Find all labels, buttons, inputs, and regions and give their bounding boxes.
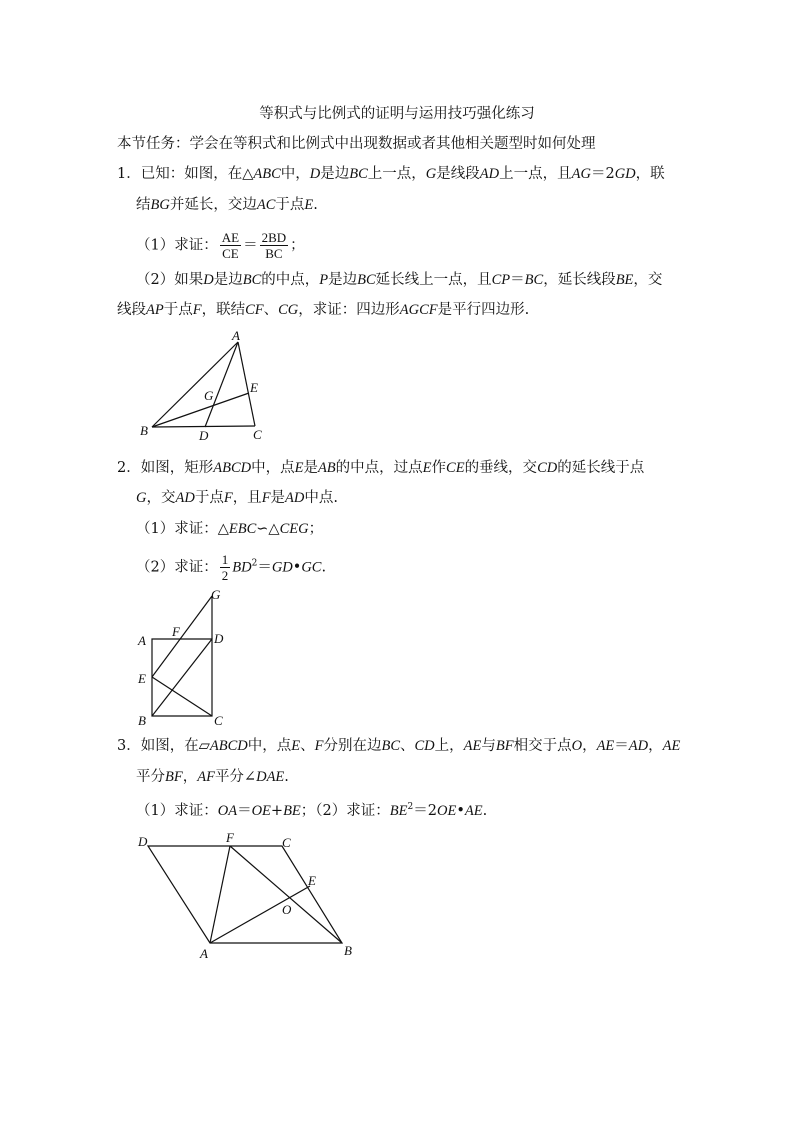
text: ＝ (243, 237, 258, 254)
text: ＝ (237, 803, 252, 819)
label-G: G (211, 587, 221, 602)
text: 中， (280, 166, 310, 182)
label-E: E (138, 671, 146, 686)
math: F (314, 738, 324, 754)
math: ABCD (213, 460, 252, 476)
text: ，联结 (201, 302, 246, 318)
math: AD (175, 490, 195, 506)
label-F: F (226, 830, 234, 845)
section-task: 本节任务：学会在等积式和比例式中出现数据或者其他相关题型时如何处理 (117, 136, 596, 152)
problem-number: 1． (117, 166, 141, 182)
segment-BD (152, 639, 212, 716)
math: AP (146, 302, 164, 318)
math: CEG (279, 521, 309, 537)
text: 已知：如图，在△ (140, 166, 254, 182)
text: 的中点， (261, 272, 320, 288)
text: . (482, 803, 488, 819)
label-O: O (282, 902, 292, 917)
segment-FB (230, 846, 342, 943)
label-B: B (344, 943, 352, 958)
math: BG (150, 197, 170, 213)
segment-EC (152, 677, 212, 716)
math: OA (217, 803, 238, 819)
math: AE (596, 738, 615, 754)
math: BE (615, 272, 634, 288)
parallelogram-DCBA (148, 846, 342, 943)
superscript: 2 (407, 802, 414, 812)
text: 、 (400, 738, 415, 754)
math: E (294, 460, 304, 476)
figure-3-parallelogram (130, 828, 370, 968)
problem-3-line-2 (136, 767, 289, 787)
segment-BC (152, 426, 255, 427)
math: BE (283, 803, 301, 819)
math: CP (491, 272, 511, 288)
math: AB (317, 460, 336, 476)
label-D: D (199, 428, 209, 443)
problem-2-part-1 (136, 519, 323, 539)
text: 是线段 (436, 166, 480, 182)
math: E (304, 197, 314, 213)
numerator: 2BD (261, 230, 287, 245)
math: BC (242, 272, 262, 288)
text: 结 (136, 197, 151, 213)
text: + (270, 803, 284, 819)
math: AE (463, 738, 482, 754)
text: ＝ (510, 272, 525, 288)
math: BC (349, 166, 368, 182)
problem-3-parts (136, 801, 487, 821)
math: EBC (228, 521, 257, 537)
math: AF (197, 769, 215, 785)
text: 平分∠ (214, 769, 257, 785)
label-B: B (138, 713, 146, 728)
problem-1-part-2-line-2 (117, 300, 529, 320)
text: ＝2 (413, 803, 437, 819)
text: 与 (481, 738, 496, 754)
text: 延长线上一点，且 (375, 272, 492, 288)
label-C: C (253, 427, 262, 442)
math: ABC (253, 166, 281, 182)
text: 是 (270, 490, 286, 506)
problem-2-line-1 (117, 458, 644, 478)
segment-BE (152, 393, 249, 427)
text: ，求证：四边形 (298, 302, 400, 318)
text: 是边 (213, 272, 243, 288)
text: （1）求证： (136, 237, 218, 254)
segment-AE (210, 886, 310, 943)
label-B: B (140, 423, 148, 438)
math: DAE (256, 769, 285, 785)
text: ，交 (633, 272, 663, 288)
numerator: 1 (221, 552, 229, 567)
math: G (136, 490, 147, 506)
problem-number: 2． (117, 460, 141, 476)
denominator: CE (222, 246, 239, 261)
math: CD (537, 460, 558, 476)
problem-3-line-1 (117, 736, 680, 756)
math: P (319, 272, 329, 288)
text: ； (290, 237, 305, 254)
figure-2-rectangle (130, 585, 240, 730)
denominator: BC (265, 246, 283, 261)
text: （2）求证： (136, 559, 218, 576)
text: （2）如果 (136, 272, 204, 288)
math: GC (301, 559, 322, 576)
math: BE (389, 803, 408, 819)
math: D (203, 272, 214, 288)
text: . (321, 559, 327, 576)
text: 中，点 (251, 460, 295, 476)
text: ， (182, 769, 198, 785)
math: AE (662, 738, 681, 754)
text: 相交于点 (513, 738, 572, 754)
text: 中，点 (247, 738, 292, 754)
text: . (284, 769, 289, 785)
text: ； (308, 521, 324, 537)
text: 、 (300, 738, 315, 754)
text: 是边 (320, 166, 350, 182)
text: 上一点，且 (499, 166, 572, 182)
text: 如图，矩形 (140, 460, 214, 476)
segment-GE (152, 596, 212, 677)
text: 上， (434, 738, 464, 754)
text: 平分 (136, 769, 165, 785)
text: ＝ (614, 738, 629, 754)
fraction (220, 230, 241, 261)
text: 作 (431, 460, 447, 476)
figure-1-triangle (130, 325, 280, 450)
problem-1-line-2 (136, 195, 318, 215)
math: CF (245, 302, 264, 318)
segment-AD (205, 342, 238, 427)
text: 、 (263, 302, 279, 318)
math: AG (571, 166, 591, 182)
label-G: G (204, 388, 214, 403)
denominator: 2 (221, 568, 229, 583)
problem-1-part-2-line-1 (136, 270, 662, 290)
label-C: C (282, 835, 291, 850)
math: ABCD (209, 738, 248, 754)
text: 的垂线，交 (464, 460, 538, 476)
text: 的中点，过点 (335, 460, 423, 476)
text: 的延长线于点 (557, 460, 645, 476)
math: O (571, 738, 583, 754)
math: D (309, 166, 321, 182)
text: 中点. (304, 490, 338, 506)
text: ，联 (635, 166, 665, 182)
problem-2-line-2 (136, 488, 338, 508)
text: 是 (303, 460, 318, 476)
text: （1）求证：△ (136, 521, 229, 537)
text: 是平行四边形. (437, 302, 530, 318)
text: 是边 (328, 272, 358, 288)
math: GD (271, 559, 293, 576)
math: GD (614, 166, 636, 182)
math: AE (464, 803, 483, 819)
math: BC (381, 738, 400, 754)
label-A: A (138, 633, 146, 648)
text: 于点 (163, 302, 193, 318)
math: AC (256, 197, 276, 213)
numerator: AE (221, 230, 240, 245)
text: 于点 (275, 197, 305, 213)
math: BF (495, 738, 514, 754)
problem-1-line-1 (117, 164, 665, 184)
math: AGCF (399, 302, 438, 318)
text: ，交 (146, 490, 176, 506)
label-E: E (250, 380, 258, 395)
text: • (292, 559, 302, 576)
math: OE (251, 803, 271, 819)
superscript: 2 (251, 558, 258, 569)
text: 上一点， (367, 166, 426, 182)
math: F (223, 490, 233, 506)
problem-2-part-2 (136, 552, 326, 583)
math: CE (446, 460, 465, 476)
label-C: C (214, 713, 223, 728)
text: ，延长线段 (543, 272, 616, 288)
math: AD (628, 738, 649, 754)
text: ，且 (232, 490, 262, 506)
text: 于点 (194, 490, 224, 506)
math: E (422, 460, 432, 476)
math: E (291, 738, 301, 754)
label-F: F (172, 624, 180, 639)
segment-FA (210, 846, 230, 943)
text: （2）求证： (315, 803, 390, 819)
text: ＝ (257, 559, 272, 576)
text: ∽△ (256, 521, 280, 537)
math: BD (232, 559, 252, 576)
math: CD (414, 738, 435, 754)
fraction (220, 552, 231, 583)
text: 如图，在▱ (140, 738, 210, 754)
math: F (192, 302, 202, 318)
math: BC (357, 272, 376, 288)
math: BF (165, 769, 183, 785)
problem-number: 3． (117, 738, 141, 754)
text: 线段 (117, 302, 146, 318)
fraction (260, 230, 289, 261)
math: BC (524, 272, 544, 288)
math: AD (285, 490, 305, 506)
text: ， (648, 738, 663, 754)
label-D: D (214, 631, 224, 646)
math: G (425, 166, 437, 182)
text: ＝2 (590, 166, 615, 182)
problem-1-part-1 (136, 230, 305, 261)
label-D: D (138, 834, 148, 849)
math: AD (479, 166, 500, 182)
page-title: 等积式与比例式的证明与运用技巧强化练习 (259, 106, 535, 122)
text: . (313, 197, 318, 213)
label-A: A (232, 328, 240, 343)
label-A: A (200, 946, 208, 961)
text: ； (300, 803, 316, 819)
text: （1）求证： (136, 803, 218, 819)
text: ， (582, 738, 597, 754)
segment-BA (152, 342, 238, 427)
math: F (261, 490, 271, 506)
text: 分别在边 (323, 738, 382, 754)
math: CG (278, 302, 299, 318)
text: 并延长，交边 (169, 197, 257, 213)
label-E: E (308, 873, 316, 888)
text: • (456, 803, 465, 819)
math: OE (436, 803, 457, 819)
